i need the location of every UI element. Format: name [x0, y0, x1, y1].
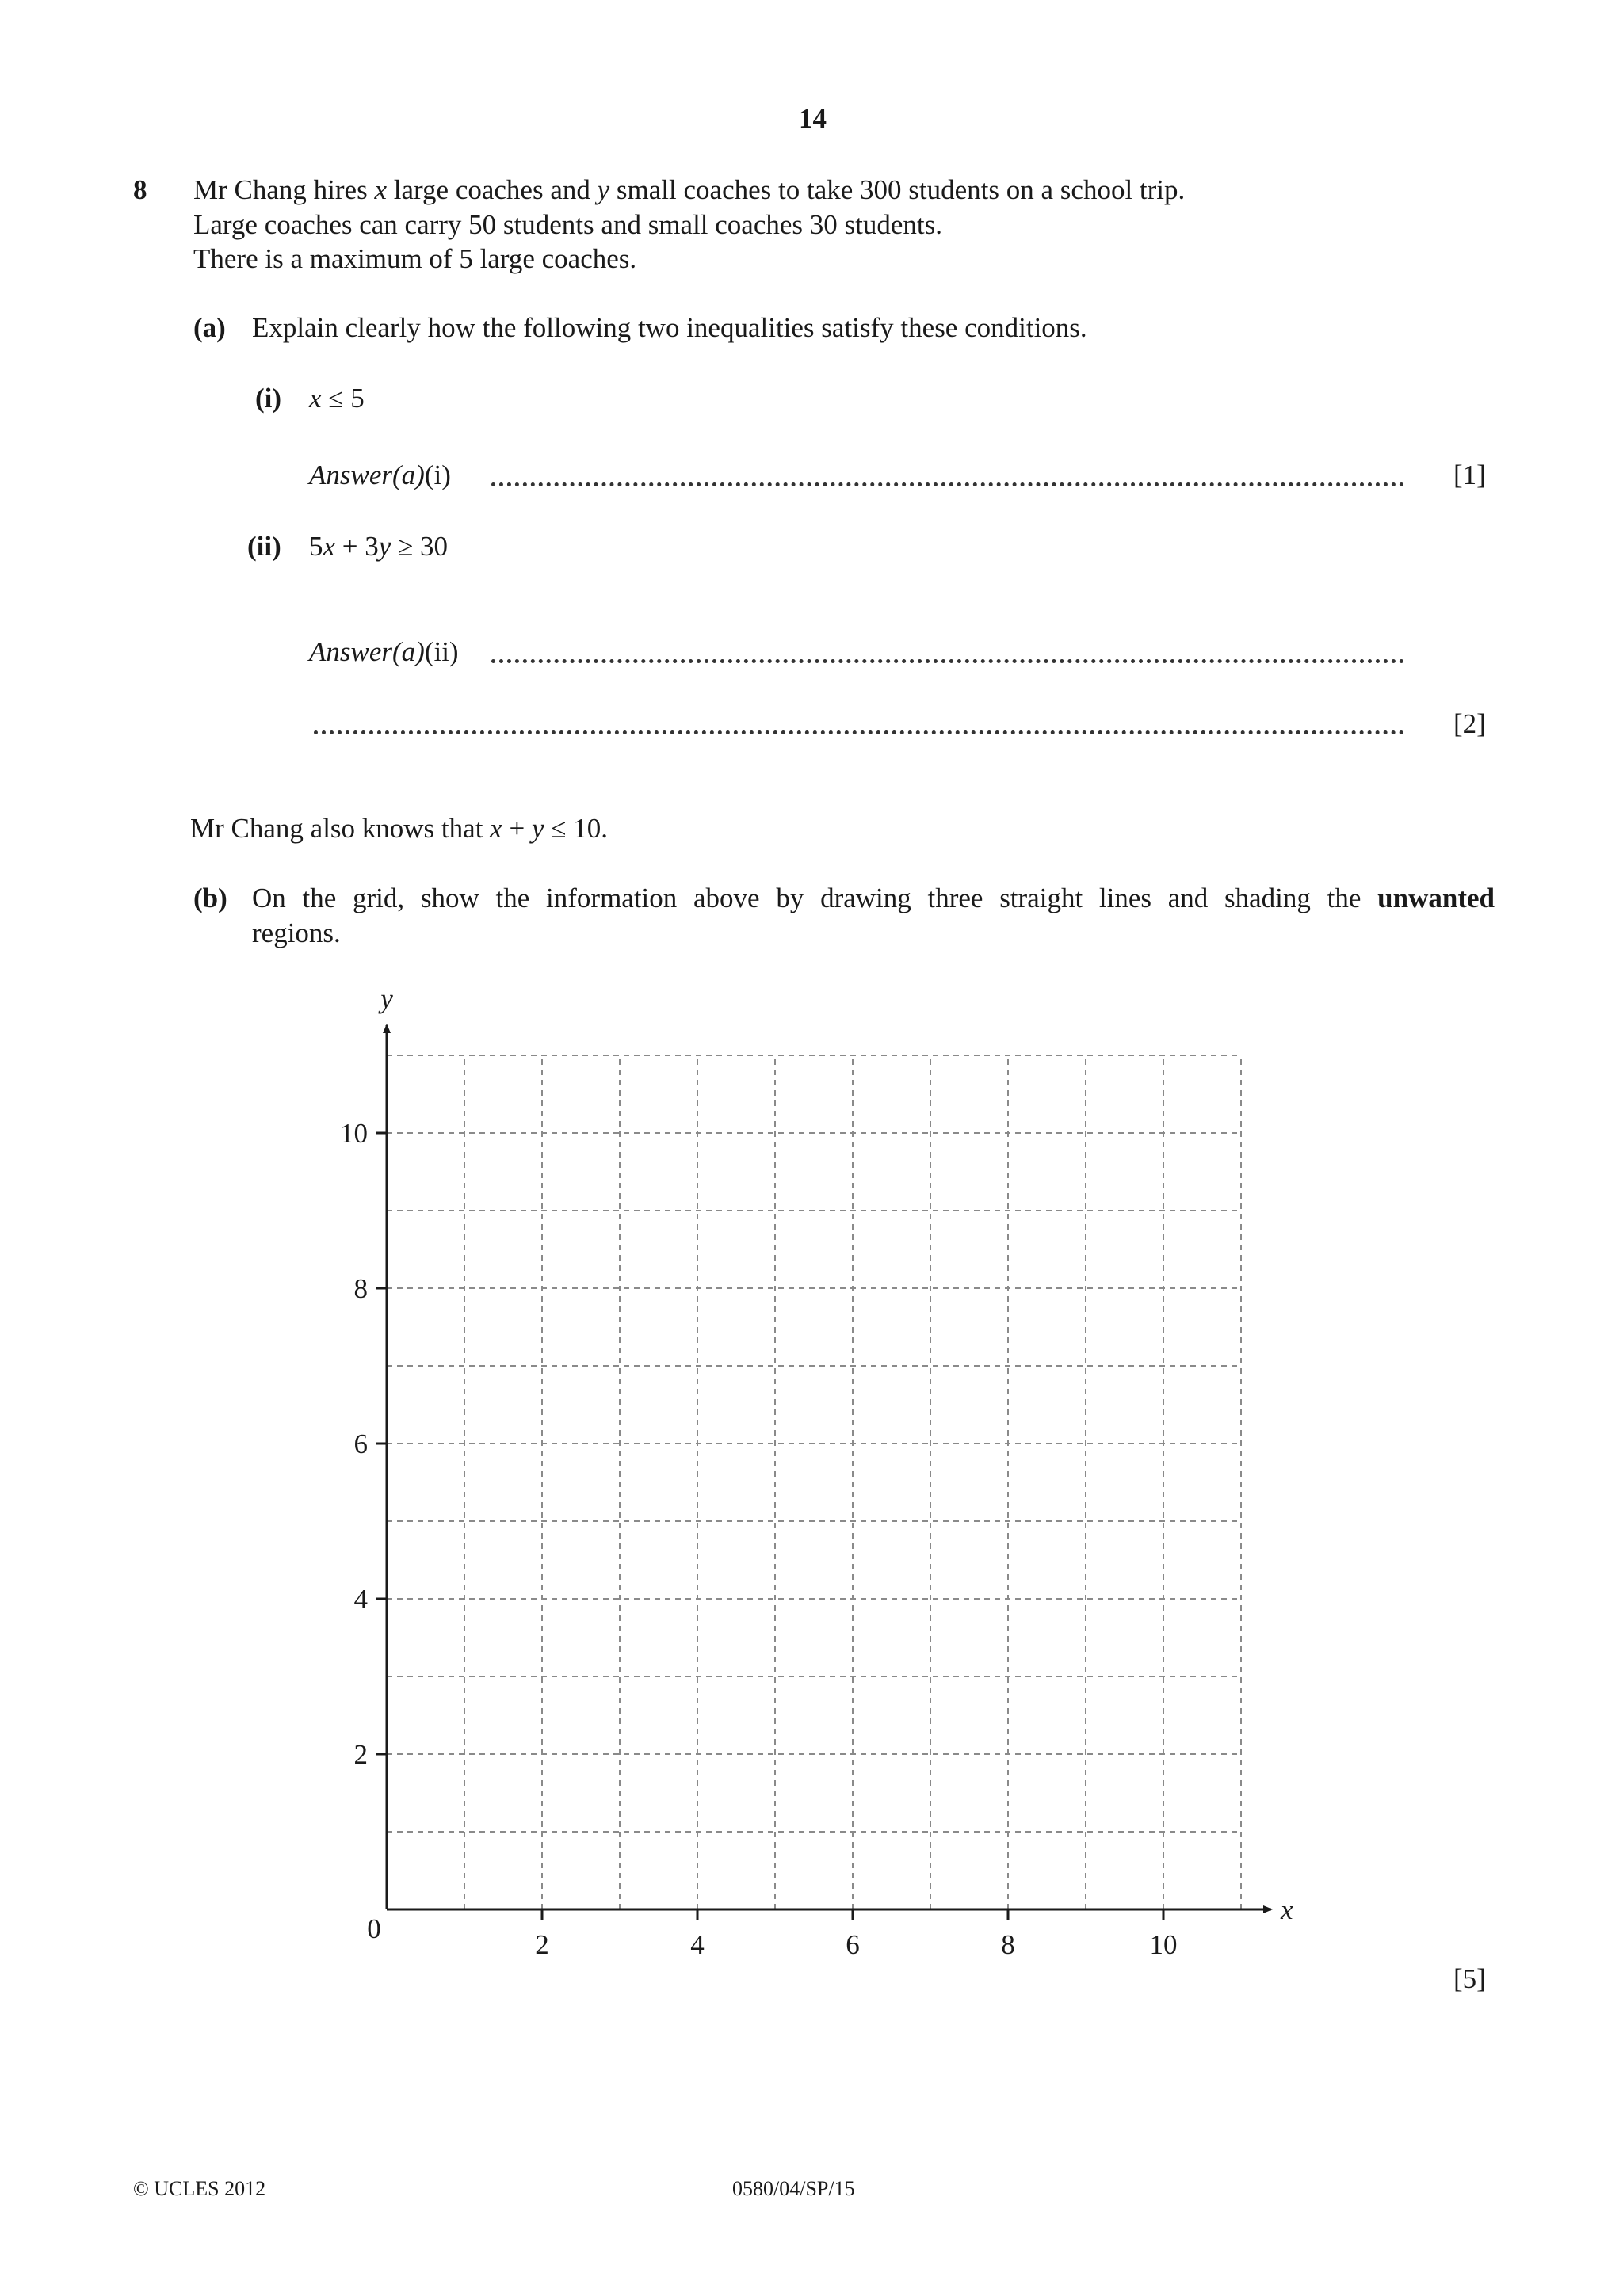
- x-axis-label: x: [1281, 1894, 1293, 1925]
- additional-condition: Mr Chang also knows that x + y ≤ 10.: [190, 813, 608, 844]
- y-tick-label: 6: [353, 1428, 368, 1459]
- x-tick-label: 6: [846, 1929, 860, 1960]
- x-tick-label: 2: [535, 1929, 549, 1960]
- emphasis-unwanted: unwanted: [1377, 883, 1495, 913]
- x-tick-label: 8: [1001, 1929, 1015, 1960]
- part-a-ii-label: (ii): [247, 531, 281, 562]
- y-tick-label: 8: [353, 1273, 368, 1304]
- part-a-label: (a): [193, 312, 226, 343]
- marks-a-i: [1]: [1453, 460, 1486, 490]
- answer-a-ii-label: Answer(a)(ii): [309, 636, 459, 667]
- answer-a-i-label: Answer(a)(i): [309, 460, 451, 490]
- y-tick-label: 10: [340, 1118, 368, 1149]
- origin-label: 0: [367, 1913, 381, 1944]
- marks-b: [5]: [1453, 1963, 1486, 1994]
- marks-a-ii: [2]: [1453, 708, 1486, 739]
- question-intro-line1: Mr Chang hires x large coaches and y small coaches to take 300 students on a school trip.: [193, 174, 1186, 205]
- footer-paper-code: 0580/04/SP/15: [732, 2177, 855, 2200]
- x-tick-label: 10: [1149, 1929, 1178, 1960]
- page-number: 14: [799, 103, 827, 134]
- footer-copyright: © UCLES 2012: [133, 2177, 266, 2200]
- x-tick-label: 4: [690, 1929, 705, 1960]
- question-intro-line2: Large coaches can carry 50 students and small coaches 30 students.: [193, 209, 942, 240]
- y-tick-label: 4: [353, 1584, 368, 1615]
- y-axis-label: y: [380, 983, 393, 1014]
- question-intro-line3: There is a maximum of 5 large coaches.: [193, 243, 637, 274]
- part-a-i-label: (i): [255, 383, 282, 414]
- inequality-x-le-5: x ≤ 5: [309, 383, 365, 414]
- inequality-5x-3y-ge-30: 5x + 3y ≥ 30: [309, 531, 449, 562]
- part-b-label: (b): [193, 883, 227, 913]
- part-b-instructions-line2: regions.: [252, 917, 341, 948]
- part-b-instructions-line1: On the grid, show the information above by drawing three straight lines and shading the unwanted: [252, 883, 1495, 913]
- question-number: 8: [133, 174, 147, 205]
- part-a-instructions: Explain clearly how the following two inequalities satisfy these conditions.: [252, 312, 1087, 343]
- y-tick-label: 2: [353, 1739, 368, 1770]
